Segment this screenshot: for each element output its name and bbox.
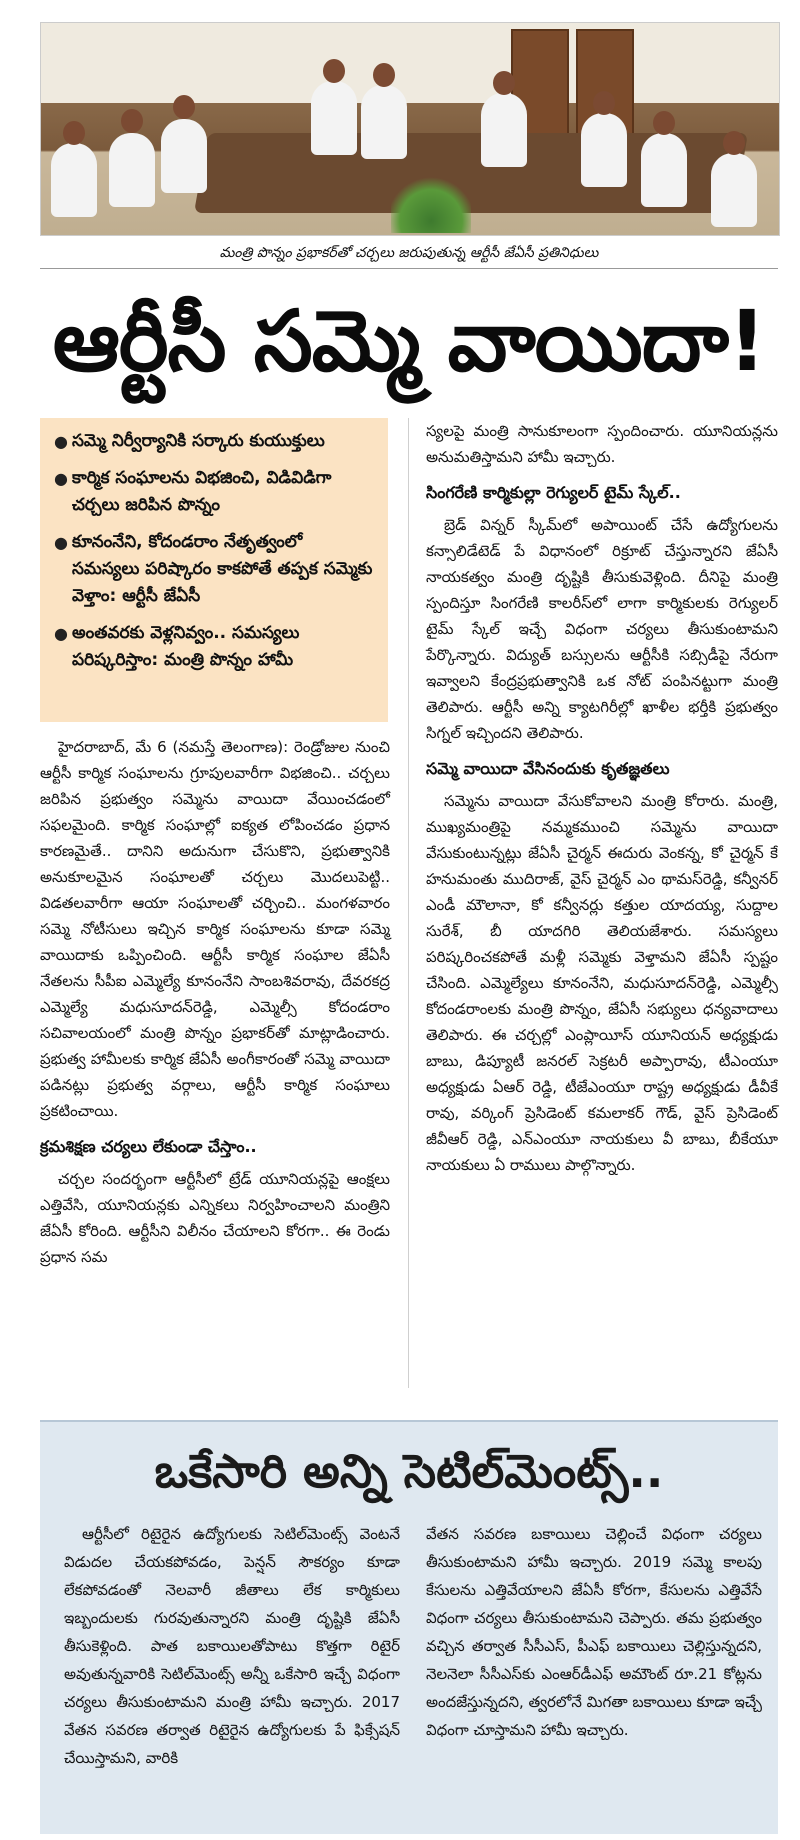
bullet-icon: ●: [54, 432, 68, 451]
news-photo: [40, 22, 780, 236]
article-subheading: సింగరేణి కార్మికుల్లా రెగ్యులర్ టైమ్ స్కేల్..: [426, 483, 681, 502]
highlight-item: [54, 465, 374, 519]
article-paragraph: బ్రెడ్ విన్నర్ స్కీమ్‌లో అపాయింట్ చేసే ఉద్యోగులను కన్సాలిడేటెడ్ పే విధానంలో రిక్రూట్ చేస్తున్నారని జేఏసీ నాయకత్వం మంత్రి దృష్టికి తీసుకువెళ్లింది. దీనిపై మంత్రి స్పందిస్తూ సింగరేణి కాలరీస్‌లో లాగా కార్మికులకు రెగ్యులర్ టైమ్ స్కేల్ ఇచ్చే విధంగా చర్యలు తీసుకుంటామని పేర్కొన్నారు. విద్యుత్ బస్సులను ఆర్టీసీకి సబ్సిడీపై నేరుగా ఇవ్వాలని కేంద్రప్రభుత్వానికి ఒక నోట్ పంపినట్టుగా మంత్రి తెలిపారు. ఆర్టీసీ అన్ని క్యాటగిరీల్లో ఖాళీల భర్తీకి ప్రభుత్వం సిగ్నల్ ఇచ్చిందని తెలిపారు.: [426, 516, 778, 742]
photo-person: [641, 133, 687, 207]
photo-plant: [391, 173, 471, 233]
photo-person-head: [373, 63, 395, 87]
article-paragraph: సమ్మెను వాయిదా వేసుకోవాలని మంత్రి కోరారు. మంత్రి, ముఖ్యమంత్రిపై నమ్మకముంచి సమ్మెను వాయిదా వేసుకుంటున్నట్లు జేఏసీ చైర్మన్ ఈదురు వెంకన్న, కో చైర్మన్ కే హనుమంతు ముదిరాజ్, వైస్ చైర్మన్ ఎం థామస్‌రెడ్డి, కన్వీనర్ ఎండీ మౌలానా, కో కన్వీనర్లు కత్తుల యాదయ్య, సుద్దాల సురేశ్, బీ యాదగిరి తెలియజేశారు. సమస్యలు పరిష్కరించకపోతే మళ్లీ సమ్మెకు వెళ్తామని జేఏసీ స్పష్టం చేసింది. ఎమ్మెల్యేలు కూనంనేని, మధుసూదన్‌రెడ్డి, ఎమ్మెల్సీ కోదండరాంలకు మంత్రి పొన్నం, జేఏసీ సభ్యులు ధన్యవాదాలు తెలిపారు. ఈ చర్చల్లో ఎంప్లాయీస్ యూనియన్ అధ్యక్షుడు బాబు, డిప్యూటీ జనరల్ సెక్రటరీ అప్పారావు, టీఎంయూ అధ్యక్షుడు ఏఆర్ రెడ్డి, టీజేఎంయూ రాష్ట్ర అధ్యక్షుడు డీవీకే రావు, వర్కింగ్ ప్రెసిడెంట్ కమలాకర్ గౌడ్, వైస్ ప్రెసిడెంట్ జీవీఆర్ రెడ్డి, ఎన్ఎంయూ నాయకులు వీ బాబు, బీకేయూ నాయకులు ఏ రాములు పాల్గొన్నారు.: [426, 792, 778, 1174]
settlements-boxout: [40, 1420, 778, 1834]
article-subheading: సమ్మె వాయిదా వేసినందుకు కృతజ్ఞతలు: [426, 759, 670, 778]
bullet-icon: ●: [54, 469, 68, 488]
highlight-text: కార్మిక సంఘాలను విభజించి, విడివిడిగా చర్చలు జరిపిన పొన్నం: [72, 468, 332, 515]
article-subheading: క్రమశిక్షణ చర్యలు లేకుండా చేస్తాం..: [40, 1137, 257, 1156]
highlight-text: సమ్మె నిర్వీర్యానికి సర్కారు కుయుక్తులు: [72, 431, 325, 451]
highlight-item: [54, 529, 374, 610]
photo-person: [581, 113, 627, 187]
headline: ఆర్టీసీ సమ్మె వాయిదా!: [52, 292, 766, 390]
photo-person-head: [323, 59, 345, 83]
photo-person: [311, 81, 357, 155]
boxout-paragraph: వేతన సవరణ బకాయిలు చెల్లించే విధంగా చర్యలు తీసుకుంటామని హామీ ఇచ్చారు. 2019 సమ్మె కాలపు కేసులను ఎత్తివేయాలని జేఏసీ కోరగా, కేసులను ఎత్తివేసే విధంగా చర్యలు తీసుకుంటామని చెప్పారు. తమ ప్రభుత్వం వచ్చిన తర్వాత సీసీఎస్, పీఎఫ్ బకాయిలు చెల్లిస్తున్నదని, నెలనెలా సీసీఎస్‌కు ఎంఆర్‌డీఎఫ్ అమౌంట్ రూ.21 కోట్లను అందజేస్తున్నదని, త్వరలోనే మిగతా బకాయిలు కూడా ఇచ్చే విధంగా చూస్తామని హామీ ఇచ్చారు.: [426, 1525, 763, 1739]
boxout-paragraph: ఆర్టీసీలో రిటైరైన ఉద్యోగులకు సెటిల్‌మెంట్స్ వెంటనే విడుదల చేయకపోవడం, పెన్షన్ సౌకర్యం కూడా లేకపోవడంతో నెలవారీ జీతాలు లేక కార్మికులు ఇబ్బందులకు గురవుతున్నారని మంత్రి దృష్టికి జేఏసీ తీసుకెళ్లింది. పాత బకాయిలతోపాటు కొత్తగా రిటైర్ అవుతున్నవారికి సెటిల్‌మెంట్స్ అన్నీ ఒకేసారి ఇచ్చే విధంగా చర్యలు తీసుకుంటామని మంత్రి హామీ ఇచ్చారు. 2017 వేతన సవరణ తర్వాత రిటైరైన ఉద్యోగులకు పే ఫిక్సేషన్ చేయిస్తామని, వారికి: [64, 1525, 400, 1767]
photo-person: [109, 133, 155, 207]
highlights-box: [40, 418, 388, 722]
boxout-title: ఒకేసారి అన్ని సెటిల్‌మెంట్స్..: [154, 1444, 664, 1498]
photo-person: [481, 93, 527, 167]
article-right-column: [426, 418, 778, 1184]
photo-person-head: [723, 131, 745, 155]
photo-person-head: [121, 109, 143, 133]
highlight-item: [54, 428, 374, 455]
column-divider: [408, 418, 409, 1388]
photo-caption: మంత్రి పొన్నం ప్రభాకర్‌తో చర్చలు జరుపుతున్న ఆర్టీసీ జేఏసీ ప్రతినిధులు: [40, 238, 778, 269]
bullet-icon: ●: [54, 533, 68, 552]
photo-person-head: [173, 95, 195, 119]
highlight-item: [54, 620, 374, 674]
photo-person-head: [493, 71, 515, 95]
photo-person: [161, 119, 207, 193]
photo-person-head: [63, 121, 85, 145]
photo-person: [361, 85, 407, 159]
article-paragraph: స్యలపై మంత్రి సానుకూలంగా స్పందించారు. యూనియన్లను అనుమతిస్తామని హామీ ఇచ్చారు.: [426, 422, 778, 466]
article-paragraph: హైదరాబాద్, మే 6 (నమస్తే తెలంగాణ): రెండ్రోజుల నుంచి ఆర్టీసీ కార్మిక సంఘాలను గ్రూపులవారీగా విభజించి.. చర్చలు జరిపిన ప్రభుత్వం సమ్మెను వాయిదా వేయించడంలో సఫలమైంది. కార్మిక సంఘాల్లో ఐక్యత లోపించడం ప్రధాన కారణమైతే.. దానిని అదునుగా చేసుకొని, ప్రభుత్వానికి అనుకూలమైన సంఘాలతో చర్చలు మొదలుపెట్టి.. విడతలవారీగా ఆయా సంఘాలతో చర్చించి.. మంగళవారం సమ్మె నోటీసులు ఇచ్చిన కార్మిక సంఘాలను కూడా సమ్మె వాయిదాకు ఒప్పించింది. ఆర్టీసీ కార్మిక సంఘాల జేఏసీ నేతలను సీపీఐ ఎమ్మెల్యే కూనంనేని సాంబశివరావు, దేవరకద్ర ఎమ్మెల్యే మధుసూదన్‌రెడ్డి, ఎమ్మెల్సీ కోదండరాం సచివాలయంలో మంత్రి పొన్నం ప్రభాకర్‌తో మాట్లాడించారు. ప్రభుత్వ హామీలకు కార్మిక జేఏసీ అంగీకారంతో సమ్మె వాయిదా పడినట్లు ప్రభుత్వ వర్గాలు, ఆర్టీసీ కార్మిక సంఘాలు ప్రకటించాయి.: [40, 738, 390, 1120]
photo-person-head: [653, 111, 675, 135]
article-paragraph: చర్చల సందర్భంగా ఆర్టీసీలో ట్రేడ్ యూనియన్లపై ఆంక్షలు ఎత్తివేసి, యూనియన్లకు ఎన్నికలు నిర్వహించాలని మంత్రిని జేఏసీ కోరింది. ఆర్టీసీని విలీనం చేయాలని కోరగా.. ఈ రెండు ప్రధాన సమ: [40, 1170, 390, 1266]
article-left-column: [40, 734, 390, 1276]
photo-wall: [41, 23, 779, 103]
photo-person-head: [593, 91, 615, 115]
photo-person: [51, 143, 97, 217]
boxout-left-column: [64, 1520, 400, 1778]
bullet-icon: ●: [54, 624, 68, 643]
boxout-right-column: [426, 1520, 762, 1750]
highlight-text: కూనంనేని, కోదండరాం నేతృత్వంలో సమస్యలు పరిష్కారం కాకపోతే తప్పక సమ్మెకు వెళ్తాం: ఆర్టీసీ జేఏసీ: [72, 532, 373, 606]
highlight-text: అంతవరకు వెళ్లనివ్వం.. సమస్యలు పరిష్కరిస్తాం: మంత్రి పొన్నం హామీ: [72, 623, 300, 670]
photo-person: [711, 153, 757, 227]
